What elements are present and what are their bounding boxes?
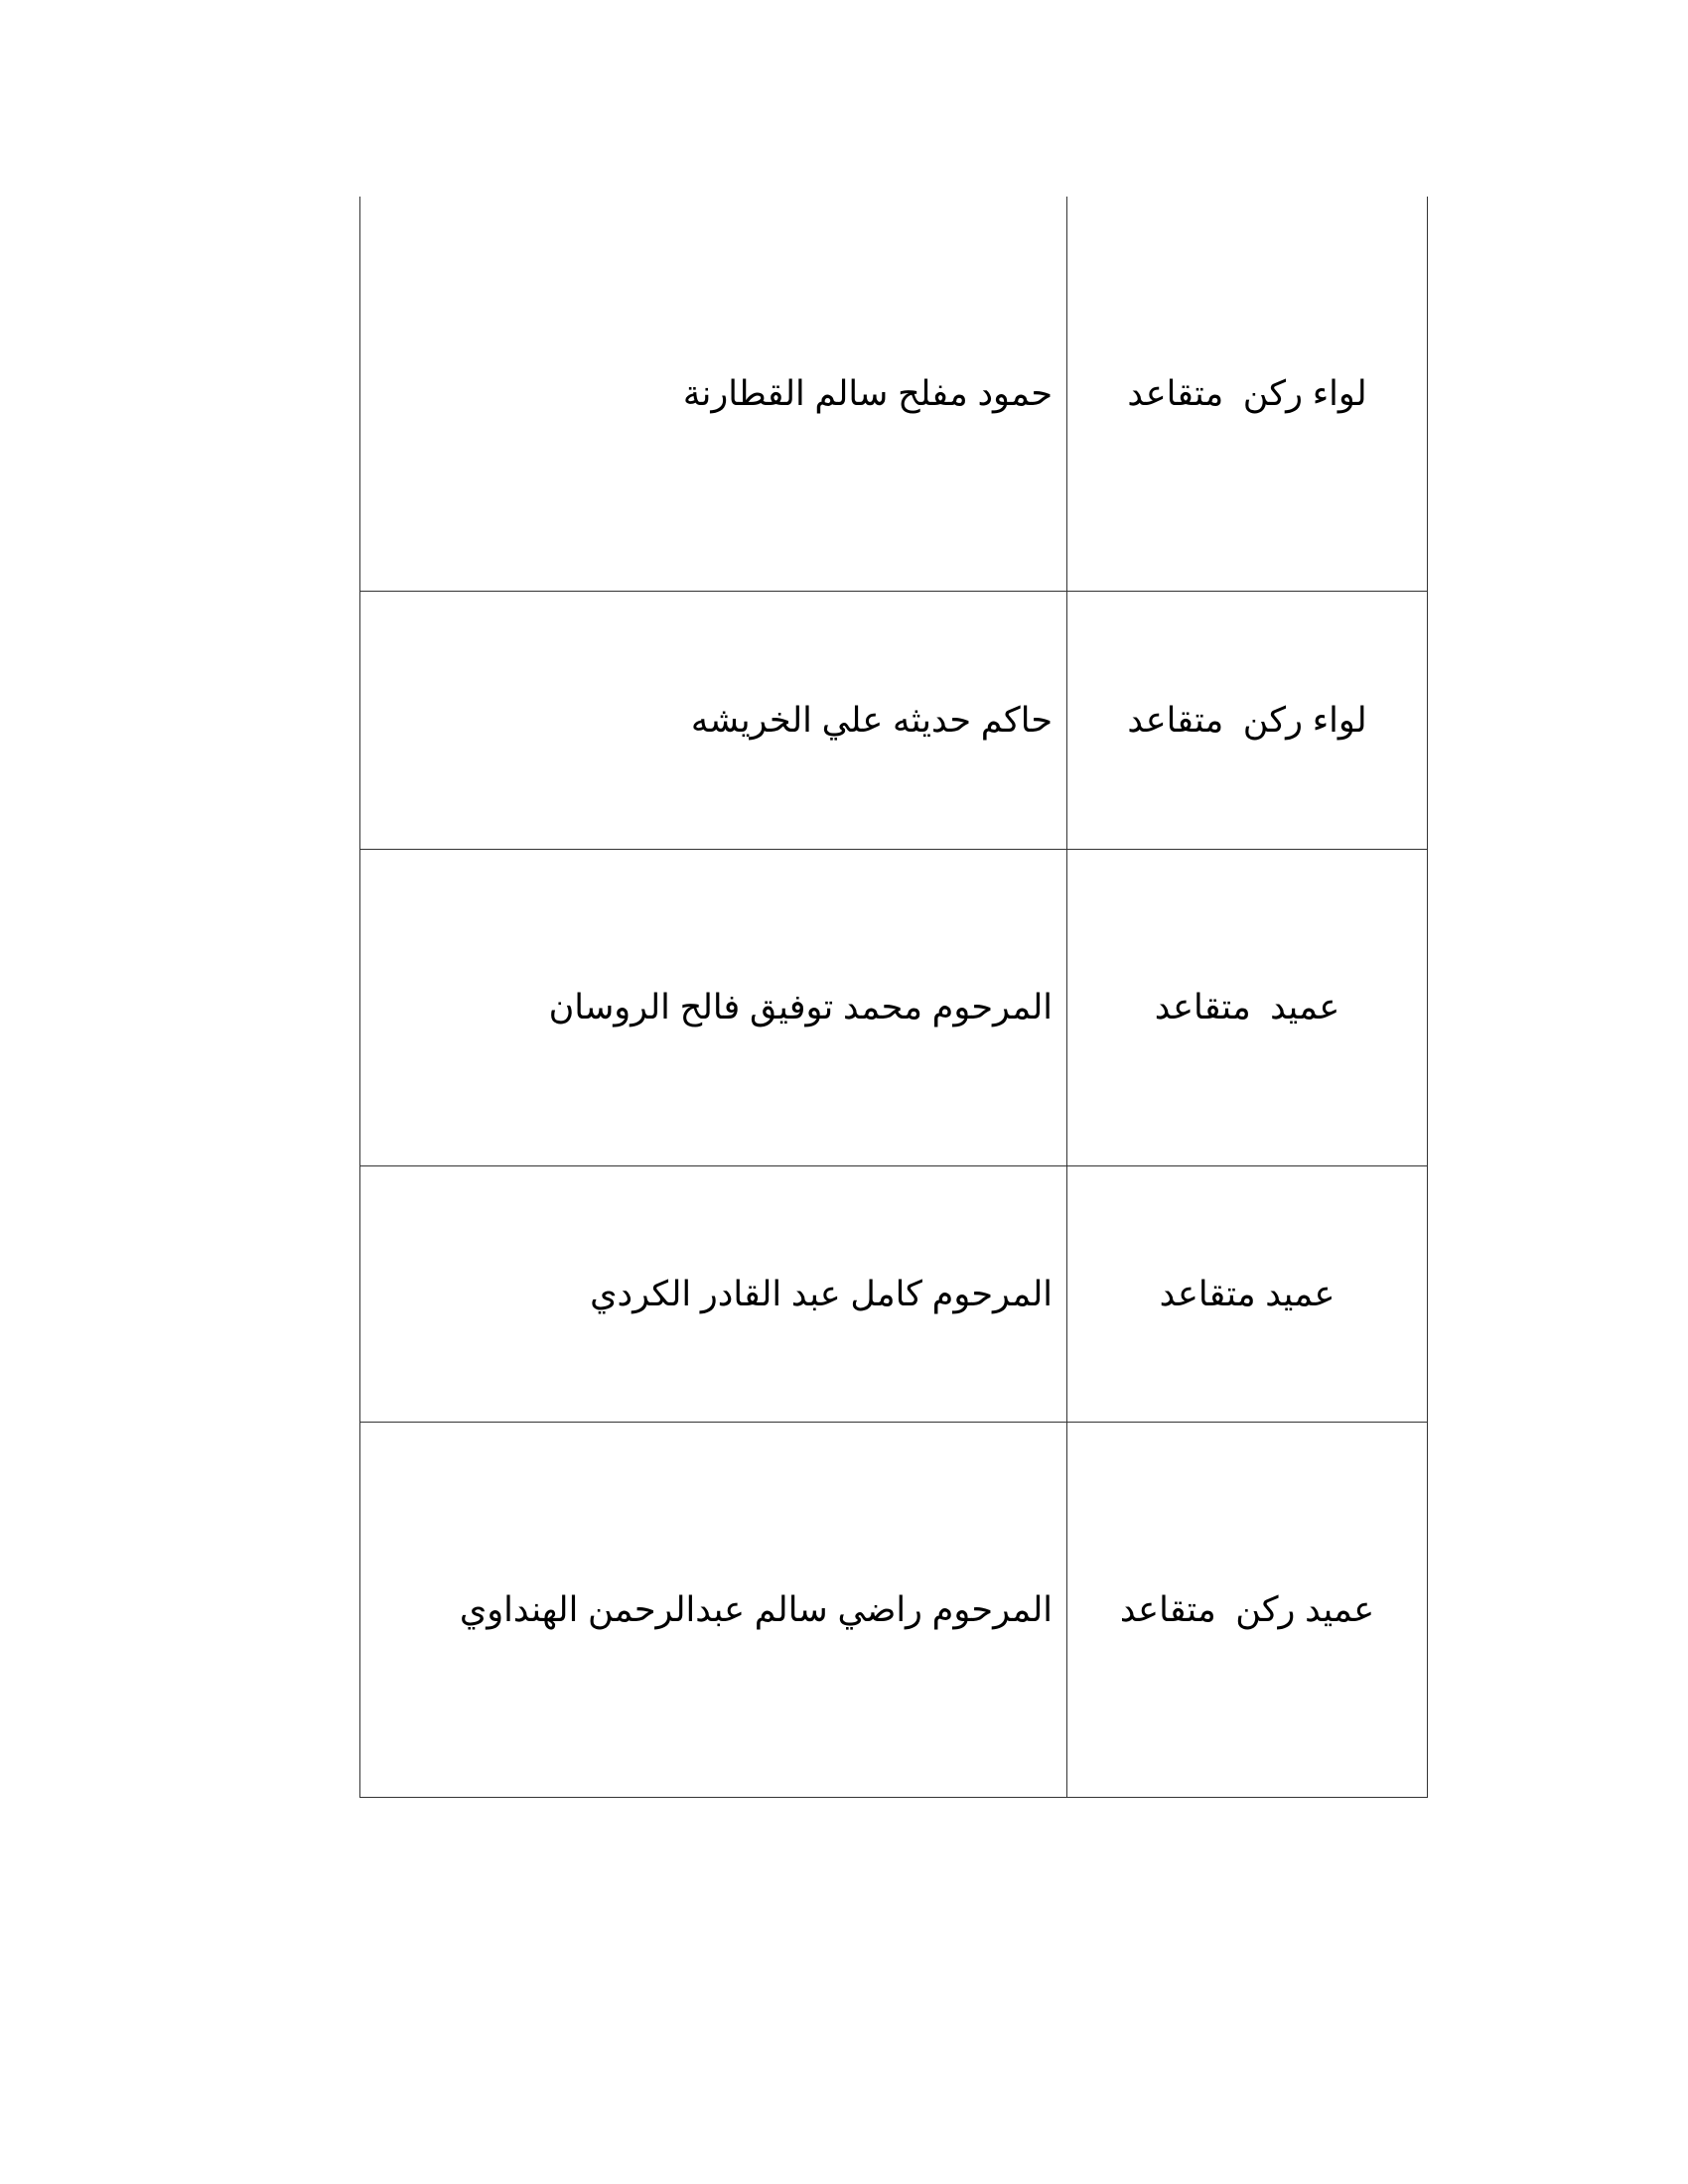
rank-cell [1067, 592, 1428, 850]
document-page [359, 197, 1428, 1798]
rank-text: عميد ركن متقاعد [1119, 1589, 1375, 1629]
rank-cell [1067, 1166, 1428, 1423]
name-text: حاكم حديثه علي الخريشه [690, 700, 1053, 740]
table-row [360, 197, 1428, 592]
rank-text: لواء ركن متقاعد [1127, 373, 1367, 413]
rank-cell [1067, 1423, 1428, 1798]
name-text: المرحوم راضي سالم عبدالرحمن الهنداوي [459, 1589, 1053, 1629]
rank-text: عميد متقاعد [1159, 1274, 1336, 1313]
name-text: المرحوم محمد توفيق فالح الروسان [548, 988, 1053, 1026]
table-row [360, 1423, 1428, 1798]
name-cell [360, 197, 1067, 592]
name-text: حمود مفلح سالم القطارنة [682, 373, 1053, 413]
name-cell [360, 850, 1067, 1166]
rank-cell [1067, 850, 1428, 1166]
table-row [360, 850, 1428, 1166]
rank-cell [1067, 197, 1428, 592]
name-cell [360, 592, 1067, 850]
name-cell [360, 1166, 1067, 1423]
rank-text: عميد متقاعد [1154, 988, 1340, 1026]
table-row [360, 1166, 1428, 1423]
table-row [360, 592, 1428, 850]
name-text: المرحوم كامل عبد القادر الكردي [590, 1274, 1053, 1313]
rank-text: لواء ركن متقاعد [1127, 700, 1367, 740]
officers-table [359, 197, 1428, 1798]
name-cell [360, 1423, 1067, 1798]
